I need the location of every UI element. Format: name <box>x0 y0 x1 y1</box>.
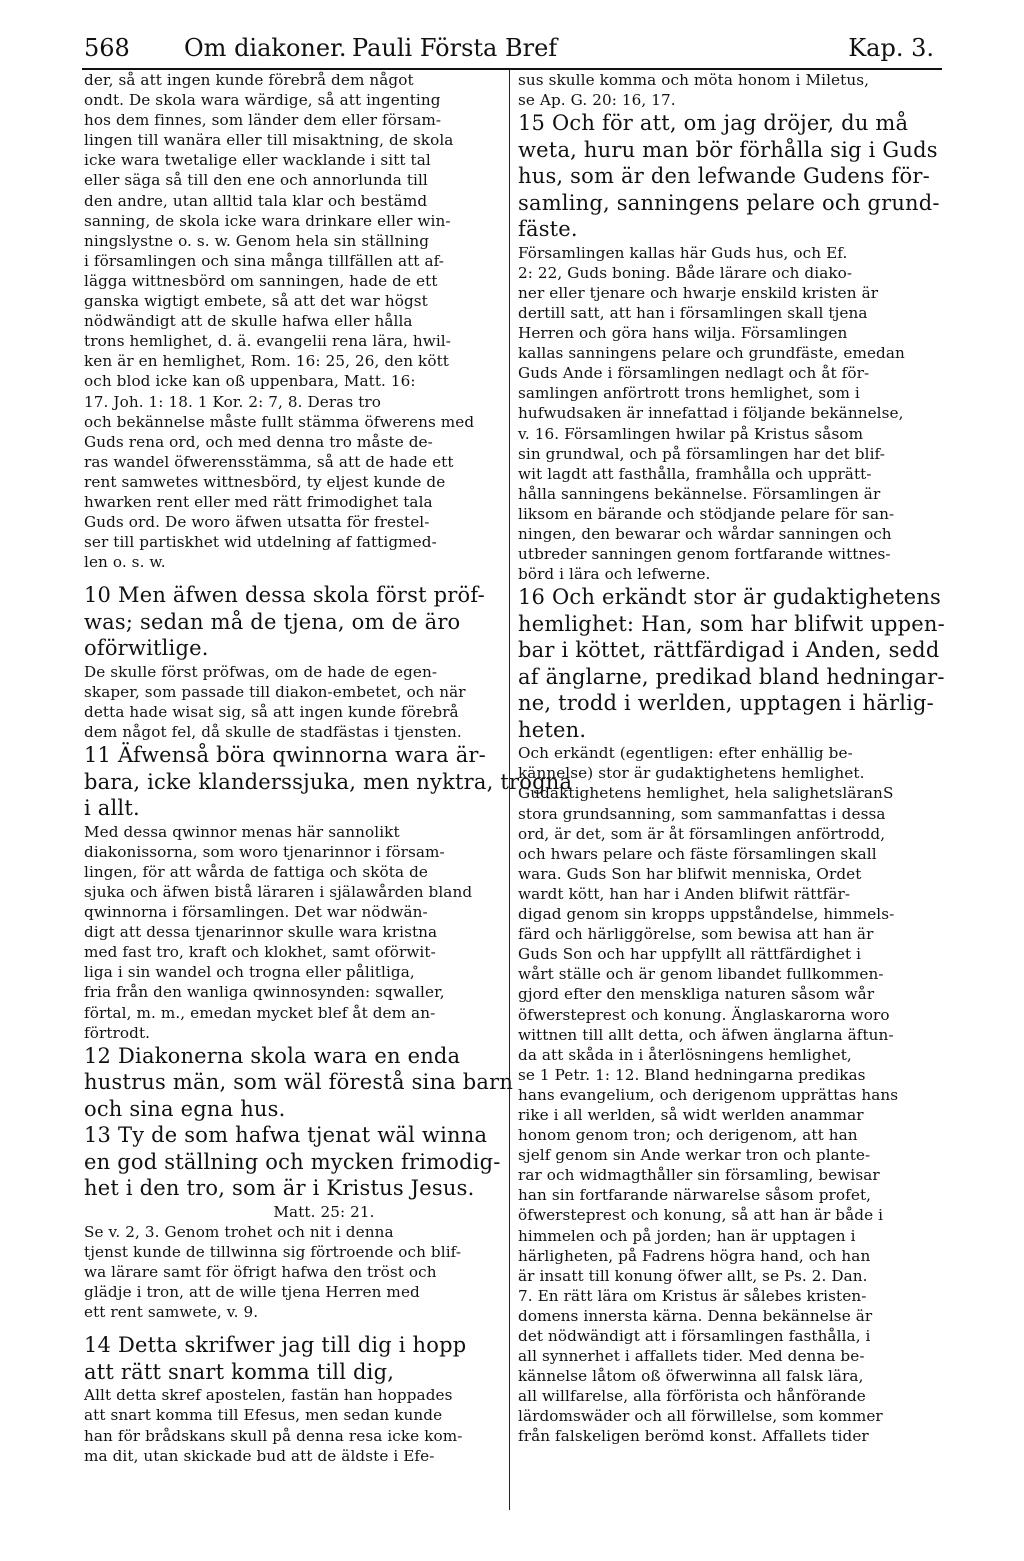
commentary-line: all synnerhet i affallets tider. Med denna be- <box>518 1347 865 1366</box>
commentary-line: 17. Joh. 1: 18. 1 Kor. 2: 7, 8. Deras tro <box>84 392 382 411</box>
commentary-line: ett rent samwete, v. 9. <box>84 1303 259 1322</box>
commentary-line: börd i lära och lefwerne. <box>518 565 711 584</box>
commentary-line: Med dessa qwinnor menas här sannolikt <box>84 822 400 841</box>
verse-line: het i den tro, som är i Kristus Jesus. <box>84 1176 475 1201</box>
commentary-line: der, så att ingen kunde förebrå dem något <box>84 71 414 89</box>
commentary-line: hålla sanningens bekännelse. Församlingen är <box>518 484 881 503</box>
commentary-line: Och erkändt (egentligen: efter enhällig be- <box>518 744 853 763</box>
commentary-line: se Ap. G. 20: 16, 17. <box>518 91 676 110</box>
verse-line: 13 Ty de som hafwa tjenat wäl winna <box>84 1123 488 1148</box>
commentary-line: rike i all werlden, så widt werlden anammar <box>518 1105 864 1124</box>
paragraph-gap <box>84 1322 504 1332</box>
commentary-line: Guds Ande i församlingen nedlagt och åt för- <box>518 364 870 383</box>
commentary-line: är insatt till konung öfwer allt, se Ps. 2. Dan. <box>518 1266 868 1285</box>
commentary-line: sanning, de skola icke wara drinkare eller win- <box>84 211 451 230</box>
commentary-line: tjenst kunde de tillwinna sig förtroende och blif- <box>84 1242 462 1261</box>
commentary-line: wara. Guds Son har blifwit menniska, Ordet <box>518 864 862 883</box>
commentary-line: hans evangelium, och derigenom upprättas hans <box>518 1085 899 1104</box>
commentary-line: skaper, som passade till diakon-embetet, och när <box>84 682 466 701</box>
commentary-line: Församlingen kallas här Guds hus, och Ef. <box>518 243 848 262</box>
commentary-line: domens innersta kärna. Denna bekännelse är <box>518 1306 873 1325</box>
verse-line: en god ställning och mycken frimodig- <box>84 1149 501 1174</box>
verse-line: 10 Men äfwen dessa skola först pröf- <box>84 583 485 608</box>
commentary-line: lägga wittnesbörd om sanningen, hade de ett <box>84 271 438 290</box>
page-number: 568 <box>84 34 130 62</box>
commentary-line: Matt. 25: 21. <box>273 1202 375 1221</box>
verse-line: fäste. <box>518 217 578 242</box>
commentary-line: lingen, för att wårda de fattiga och sköta de <box>84 862 428 881</box>
commentary-line: sin grundwal, och på församlingen har det blif- <box>518 444 885 463</box>
commentary-line: Guds ord. De woro äfwen utsatta för frestel- <box>84 513 430 532</box>
commentary-line: honom genom tron; och derigenom, att han <box>518 1126 858 1145</box>
commentary-line: liksom en bärande och stödjande pelare för san- <box>518 504 895 523</box>
verse-line: hus, som är den lefwande Gudens för- <box>518 164 930 189</box>
verse-line: i allt. <box>84 796 140 821</box>
commentary-line: dem något fel, då skulle de stadfästas i tjensten. <box>84 723 462 742</box>
verse-line: samling, sanningens pelare och grund- <box>518 190 940 215</box>
commentary-line: len o. s. w. <box>84 553 166 572</box>
commentary-line: ningslystne o. s. w. Genom hela sin ställning <box>84 231 430 250</box>
verse-line: 15 Och för att, om jag dröjer, du må <box>518 111 909 136</box>
commentary-line: da att skåda in i återlösningens hemlighet, <box>518 1045 852 1064</box>
commentary-line: wittnen till allt detta, och äfwen änglarna äftun- <box>518 1025 894 1044</box>
commentary-line: sjuka och äfwen bistå läraren i själawården bland <box>84 883 473 901</box>
commentary-line: lärdomswäder och all förwillelse, som kommer <box>518 1407 883 1426</box>
commentary-line: ondt. De skola wara wärdige, så att ingenting <box>84 91 441 110</box>
commentary-line: hufwudsaken är innefattad i följande bekännelse, <box>518 404 904 423</box>
commentary-line: i församlingen och sina många tillfällen att af- <box>84 251 445 270</box>
commentary-line: kännelse) stor är gudaktighetens hemlighet. <box>518 764 865 783</box>
commentary-line: Herren och göra hans wilja. Församlingen <box>518 324 848 343</box>
verse-line: 12 Diakonerna skola wara en enda <box>84 1043 461 1068</box>
commentary-line: trons hemlighet, d. ä. evangelii rena lära, hwil- <box>84 332 451 351</box>
commentary-line: ser till partiskhet wid utdelning af fattigmed- <box>84 533 437 552</box>
verse-line: heten. <box>518 717 587 742</box>
verse-line: hemlighet: Han, som har blifwit uppen- <box>518 611 945 636</box>
commentary-line: De skulle först pröfwas, om de hade de egen- <box>84 662 438 681</box>
verse-line: ne, trodd i werlden, upptagen i härlig- <box>518 691 934 716</box>
commentary-line: liga i sin wandel och trogna eller pålitliga, <box>84 963 415 982</box>
commentary-line: eller säga så till den ene och annorlunda till <box>84 171 428 190</box>
commentary-line: rent samwetes wittnesbörd, ty eljest kunde de <box>84 472 446 491</box>
commentary-line: förtal, m. m., emedan mycket blef åt dem an- <box>84 1003 436 1022</box>
commentary-line: den andre, utan alltid tala klar och bestämd <box>84 191 428 210</box>
commentary-line: ningen, den bewarar och wårdar sanningen och <box>518 525 892 543</box>
commentary-line: öfwersteprest och konung. Änglaskarorna woro <box>518 1005 890 1024</box>
commentary-line: diakonissorna, som woro tjenarinnor i försam- <box>84 842 445 861</box>
verse-line: oförwitlige. <box>84 636 209 661</box>
commentary-line: Se v. 2, 3. Genom trohet och nit i denna <box>84 1222 394 1241</box>
commentary-line: lingen till wanära eller till misaktning, de skola <box>84 131 454 150</box>
commentary-line: 7. En rätt lära om Kristus är sålebes kristen- <box>518 1286 867 1305</box>
commentary-line: fria från den wanliga qwinnosynden: sqwaller, <box>84 983 445 1002</box>
paragraph-gap <box>84 572 504 582</box>
commentary-line: wit lagdt att fasthålla, framhålla och upprätt- <box>518 464 872 483</box>
commentary-line: himmelen och på jorden; han är upptagen i <box>518 1226 856 1245</box>
commentary-line: och blod icke kan oß uppenbara, Matt. 16: <box>84 372 416 391</box>
commentary-line: v. 16. Församlingen hwilar på Kristus såsom <box>518 424 864 443</box>
commentary-line: hwarken rent eller med rätt frimodighet tala <box>84 492 433 511</box>
commentary-line: ganska wigtigt embete, så att det war högst <box>84 292 428 311</box>
verse-line: hustrus män, som wäl förestå sina barn <box>84 1070 514 1095</box>
verse-line: af änglarne, predikad bland hedningar- <box>518 664 945 689</box>
commentary-line: wa lärare samt för öfrigt hafwa den tröst och <box>84 1263 437 1282</box>
commentary-line: all willfarelse, alla förförista och hånförande <box>518 1387 866 1406</box>
commentary-line: färd och härliggörelse, som bewisa att han är <box>518 925 874 944</box>
commentary-line: och bekännelse måste fullt stämma öfwerens med <box>84 412 475 431</box>
verse-line: 11 Äfwenså böra qwinnorna wara är- <box>84 743 486 768</box>
commentary-line: förtrodt. <box>84 1023 151 1042</box>
verse-line: bara, icke klanderssjuka, men nyktra, trogna <box>84 769 573 794</box>
commentary-line: och hwars pelare och fäste församlingen skall <box>518 844 877 863</box>
header-center-title: Pauli Första Bref <box>352 34 558 62</box>
commentary-line: ras wandel öfwerensstämma, så att de hade ett <box>84 452 454 471</box>
commentary-line: wårt ställe och är genom libandet fullkommen- <box>518 965 884 984</box>
commentary-line: han för brådskans skull på denna resa icke kom- <box>84 1426 463 1445</box>
commentary-line: ma dit, utan skickade bud att de äldste i Efe- <box>84 1446 435 1465</box>
commentary-line: Guds rena ord, och med denna tro måste de- <box>84 432 433 451</box>
commentary-line: icke wara twetalige eller wacklande i sitt tal <box>84 151 431 170</box>
commentary-line: sjelf genom sin Ande werkar tron och plante- <box>518 1146 871 1165</box>
commentary-line: gjord efter den menskliga naturen såsom wår <box>518 985 875 1004</box>
commentary-line: qwinnorna i församlingen. Det war nödwän- <box>84 903 428 922</box>
commentary-line: nödwändigt att de skulle hafwa eller hålla <box>84 312 413 331</box>
commentary-line: detta hade wisat sig, så att ingen kunde förebrå <box>84 703 459 722</box>
commentary-line: ken är en hemlighet, Rom. 16: 25, 26, den kött <box>84 352 450 371</box>
commentary-line: hos dem finnes, som länder dem eller försam- <box>84 111 442 130</box>
commentary-line: Allt detta skref apostelen, fastän han hoppades <box>84 1386 453 1405</box>
commentary-line: wardt kött, han har i Anden blifwit rättfär- <box>518 884 851 903</box>
commentary-line: han sin fortfarande närwarelse såsom profet, <box>518 1186 872 1205</box>
commentary-line: se 1 Petr. 1: 12. Bland hedningarna predikas <box>518 1065 866 1084</box>
commentary-line: att snart komma till Efesus, men sedan kunde <box>84 1406 443 1425</box>
commentary-line: härligheten, på Fadrens högra hand, och han <box>518 1246 871 1265</box>
commentary-line: kännelse låtom oß öfwerwinna all falsk lära, <box>518 1367 864 1386</box>
commentary-line: 2: 22, Guds boning. Både lärare och diako- <box>518 263 853 282</box>
commentary-line: med fast tro, kraft och klokhet, samt oförwit- <box>84 943 436 962</box>
commentary-line: digad genom sin kropps uppståndelse, himmels- <box>518 905 895 924</box>
verse-line: weta, huru man bör förhålla sig i Guds <box>518 137 938 162</box>
commentary-line: sus skulle komma och möta honom i Miletus, <box>518 71 870 89</box>
commentary-line: öfwersteprest och konung, så att han är både i <box>518 1206 884 1225</box>
commentary-line: kallas sanningens pelare och grundfäste, emedan <box>518 344 905 363</box>
verse-line: att rätt snart komma till dig, <box>84 1359 395 1384</box>
right-column <box>518 70 950 1447</box>
header-left-title: Om diakoner. <box>184 34 347 62</box>
commentary-line: samlingen anförtrott trons hemlighet, som i <box>518 384 860 403</box>
verse-line: 14 Detta skrifwer jag till dig i hopp <box>84 1333 467 1358</box>
verse-line: was; sedan må de tjena, om de äro <box>84 609 461 634</box>
commentary-line: dertill satt, att han i församlingen skall tjena <box>518 303 868 322</box>
running-header <box>84 32 940 64</box>
commentary-line: det nödwändigt att i församlingen fasthålla, i <box>518 1327 871 1345</box>
commentary-line: Guds Son och har uppfyllt all rättfärdighet i <box>518 945 862 964</box>
verse-line: 16 Och erkändt stor är gudaktighetens <box>518 585 941 610</box>
commentary-line: stora grundsanning, som sammanfattas i dessa <box>518 804 886 823</box>
commentary-line: från falskeligen berömd konst. Affallets tider <box>518 1427 869 1446</box>
verse-line: bar i köttet, rättfärdigad i Anden, sedd <box>518 638 940 663</box>
commentary-line: ord, är det, som är åt församlingen anförtrodd, <box>518 824 886 843</box>
header-chapter: Kap. 3. <box>848 34 934 62</box>
commentary-line: ner eller tjenare och hwarje enskild kristen är <box>518 283 879 302</box>
commentary-line: glädje i tron, att de wille tjena Herren med <box>84 1283 420 1302</box>
verse-line: och sina egna hus. <box>84 1096 286 1121</box>
commentary-line: digt att dessa tjenarinnor skulle wara kristna <box>84 923 438 942</box>
commentary-line: utbreder sanningen genom fortfarande wittnes- <box>518 545 891 564</box>
commentary-line: Gudaktighetens hemlighet, hela salighetsläranS <box>518 784 894 803</box>
commentary-line: rar och widmagthåller sin församling, bewisar <box>518 1166 880 1185</box>
